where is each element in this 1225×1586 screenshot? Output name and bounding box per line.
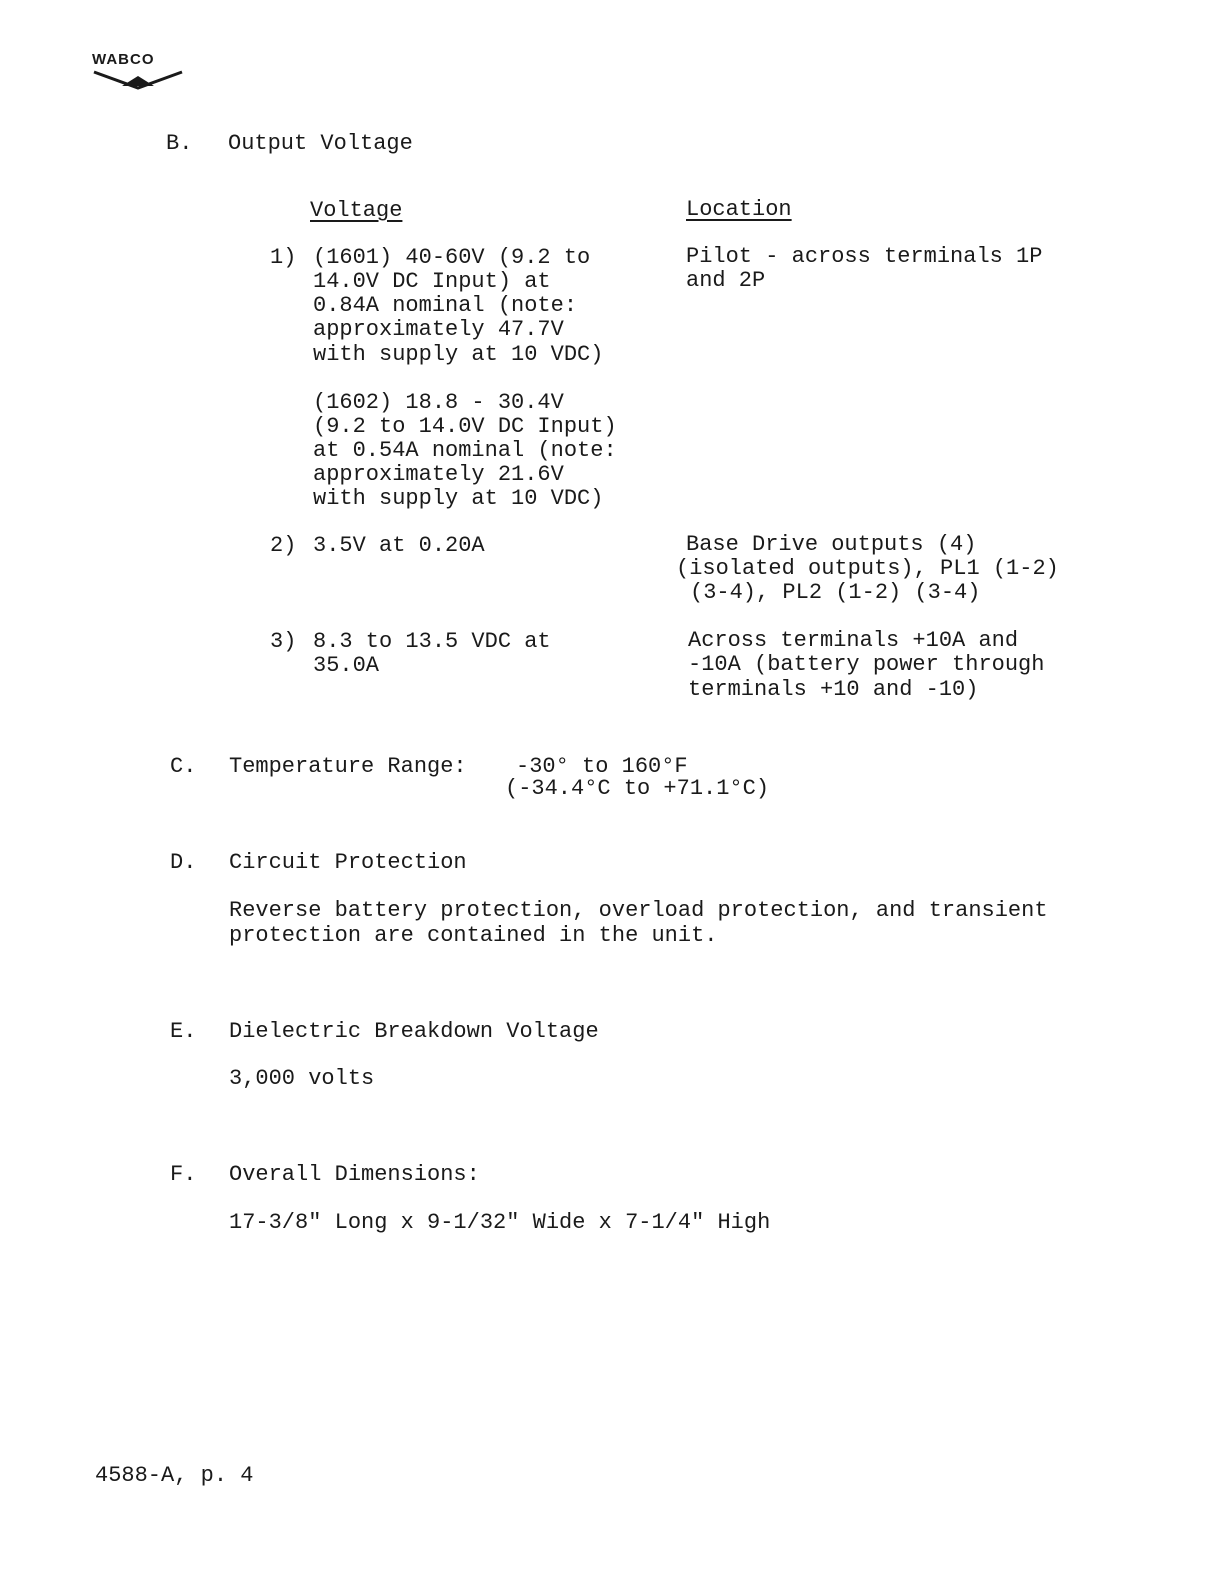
temperature-range-f: -30° to 160°F [516,754,688,779]
row-1-voltage-alt-line: at 0.54A nominal (note: [313,438,617,463]
row-1-voltage-alt-line: (1602) 18.8 - 30.4V [313,390,564,415]
row-1-voltage-alt-line: with supply at 10 VDC) [313,486,604,511]
section-e-title: Dielectric Breakdown Voltage [229,1019,599,1044]
row-1-location-line: and 2P [686,268,766,293]
row-3-number: 3) [270,629,297,654]
row-1-voltage-alt-line: approximately 21.6V [313,462,564,487]
section-e-letter: E. [170,1019,197,1044]
row-2-voltage: 3.5V at 0.20A [313,533,485,558]
section-d-body-line: protection are contained in the unit. [229,923,718,948]
row-2-location-line: (isolated outputs), PL1 (1-2) [676,556,1059,581]
section-d-body-line: Reverse battery protection, overload protection, and transient [229,898,1048,923]
location-column-header: Location [686,197,792,222]
section-c-letter: C. [170,754,197,779]
row-1-voltage-line: approximately 47.7V [313,317,564,342]
section-c-title: Temperature Range: [229,754,467,779]
wabco-logo [92,52,184,92]
row-2-location-line: (3-4), PL2 (1-2) (3-4) [690,580,981,605]
voltage-column-header: Voltage [310,198,403,223]
section-f-letter: F. [170,1162,197,1187]
page-reference: 4588-A, p. 4 [95,1463,254,1488]
section-b-title: Output Voltage [228,131,413,156]
row-1-voltage-line: with supply at 10 VDC) [313,342,604,367]
section-d-title: Circuit Protection [229,850,467,875]
row-1-voltage-alt-line: (9.2 to 14.0V DC Input) [313,414,617,439]
row-1-voltage-line: 0.84A nominal (note: [313,293,578,318]
section-b-letter: B. [166,131,193,156]
section-e-value: 3,000 volts [229,1066,375,1091]
row-3-location-line: terminals +10 and -10) [688,677,979,702]
row-2-location-line: Base Drive outputs (4) [686,532,977,557]
row-1-voltage-line: (1601) 40-60V (9.2 to [313,245,591,270]
section-f-value: 17-3/8" Long x 9-1/32" Wide x 7-1/4" High [229,1210,771,1235]
row-1-voltage-line: 14.0V DC Input) at [313,269,551,294]
row-1-number: 1) [270,245,297,270]
section-d-letter: D. [170,850,197,875]
logo-text: WABCO [92,51,155,68]
row-2-number: 2) [270,533,297,558]
wabco-chevron-logo-icon [92,68,184,90]
temperature-range-c: (-34.4°C to +71.1°C) [505,776,770,801]
row-3-voltage-line: 35.0A [313,653,380,678]
row-3-location-line: -10A (battery power through [688,652,1045,677]
section-f-title: Overall Dimensions: [229,1162,480,1187]
row-3-voltage-line: 8.3 to 13.5 VDC at [313,629,551,654]
row-3-location-line: Across terminals +10A and [688,628,1019,653]
row-1-location-line: Pilot - across terminals 1P [686,244,1043,269]
